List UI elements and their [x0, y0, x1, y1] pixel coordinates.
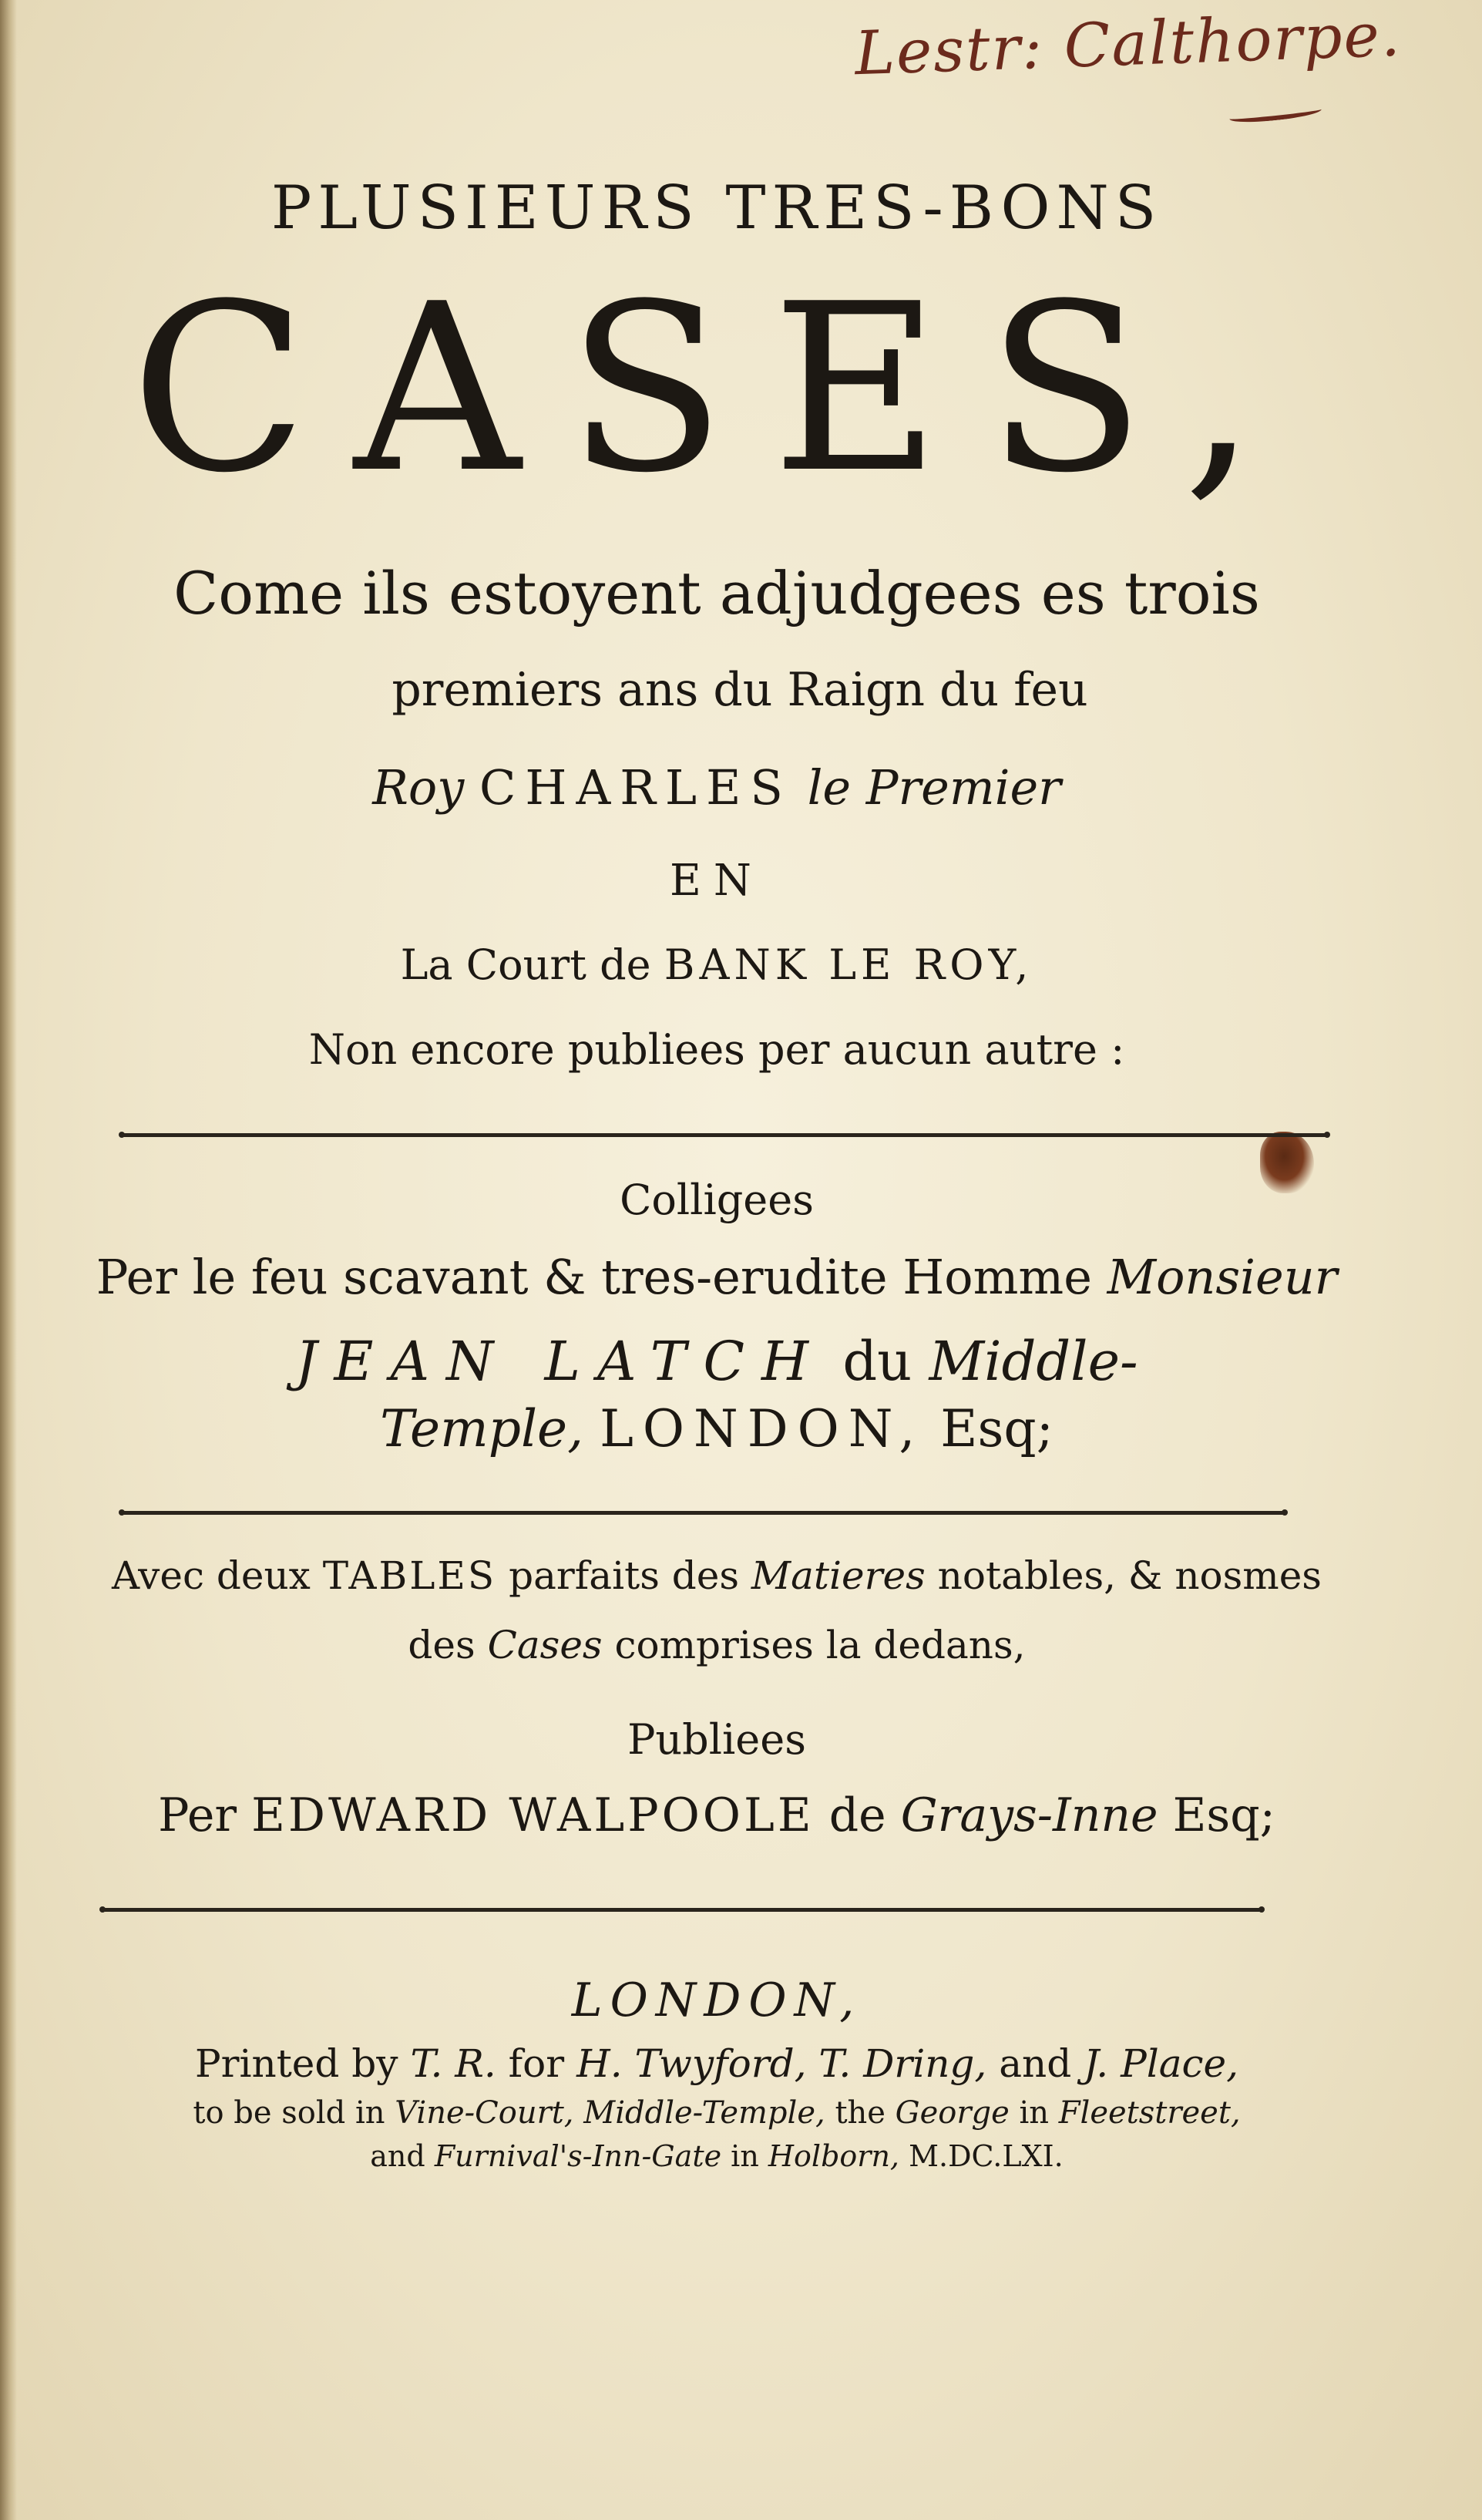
court-prefix: La Court de — [400, 940, 651, 989]
collector-line-1 — [92, 1249, 1341, 1305]
imprint-3d: Holborn, — [768, 2139, 899, 2173]
subtitle-line-2: premiers ans du Raign du feu — [392, 663, 1088, 717]
publisher-esq: Esq; — [1172, 1788, 1275, 1842]
title-line-1: PLUSIEURS TRES-BONS — [271, 173, 1163, 243]
imprint-2e: in — [1019, 2095, 1050, 2131]
publisher-inn: Grays-Inne — [900, 1788, 1158, 1842]
divider-2 — [123, 1511, 1283, 1515]
collector-esq: Esq; — [940, 1399, 1054, 1459]
imprint-2c: the — [835, 2095, 886, 2131]
collector-du: du — [842, 1330, 912, 1393]
subtitle-line-1: Come ils estoyent adjudgees es trois — [173, 559, 1260, 627]
king-name: CHARLES — [479, 759, 792, 816]
tables-2b: Cases — [487, 1623, 603, 1667]
en-line: EN — [670, 856, 764, 906]
court-line — [92, 940, 1341, 989]
court-name: BANK LE ROY, — [664, 940, 1033, 989]
imprint-line-1 — [92, 2041, 1341, 2086]
imprint-2a: to be sold in — [193, 2095, 385, 2131]
published-label: Publiees — [627, 1715, 806, 1764]
publisher-per: Per — [158, 1788, 237, 1842]
imprint-3c: in — [731, 2139, 759, 2173]
tables-line-1 — [92, 1553, 1341, 1598]
collector-title: Monsieur — [1107, 1249, 1338, 1305]
imprint-line-3 — [92, 2139, 1341, 2173]
collector-name: JEAN LATCH — [295, 1330, 826, 1393]
imprint-1f: and — [999, 2041, 1072, 2086]
imprint-3b: Furnival's-Inn-Gate — [434, 2139, 722, 2173]
imprint-1b: T. R. — [410, 2041, 496, 2086]
tables-a: Avec deux — [112, 1553, 311, 1598]
imprint-2f: Fleetstreet, — [1058, 2095, 1241, 2131]
imprint-line-2 — [92, 2095, 1341, 2131]
imprint-1g: J. Place, — [1084, 2041, 1239, 2086]
imprint-city — [92, 1973, 1341, 2027]
collector-line-2 — [92, 1330, 1341, 1393]
imprint-1e: T. Dring, — [818, 2041, 987, 2086]
publisher-de: de — [828, 1788, 886, 1842]
tables-c: parfaits des — [509, 1553, 740, 1598]
colligees-line: Colligees — [620, 1176, 814, 1224]
collector-middle: Middle- — [929, 1330, 1138, 1393]
unpublished-line: Non encore publiees per aucun autre : — [308, 1025, 1125, 1074]
collector-line-3 — [92, 1399, 1341, 1459]
imprint-3e: M.DC.LXI. — [909, 2139, 1064, 2173]
divider-3 — [104, 1908, 1260, 1912]
tables-b: TABLES — [322, 1553, 497, 1598]
imprint-1d: H. Twyford, — [576, 2041, 807, 2086]
tables-line-2 — [92, 1623, 1341, 1667]
tables-e: notables, & nosmes — [937, 1553, 1322, 1598]
imprint-1c: for — [508, 2041, 565, 2086]
collector-london: LONDON, — [600, 1399, 925, 1459]
king-line — [92, 759, 1341, 816]
publisher-line — [92, 1788, 1341, 1842]
publisher-name: EDWARD WALPOOLE — [251, 1788, 815, 1842]
divider-1 — [123, 1133, 1326, 1137]
handwritten-signature: Lestr: Calthorpe. — [853, 0, 1403, 89]
collector-temple: Temple, — [380, 1399, 584, 1459]
main-title: CASES, — [130, 254, 1303, 523]
tables-2a: des — [408, 1623, 476, 1667]
imprint-2d: George — [895, 2095, 1010, 2131]
tables-2c: comprises la dedans, — [614, 1623, 1026, 1667]
imprint-3a: and — [370, 2139, 425, 2173]
imprint-city-text: LONDON, — [571, 1973, 862, 2027]
collector-desc: Per le feu scavant & tres-erudite Homme — [96, 1249, 1092, 1305]
imprint-1a: Printed by — [194, 2041, 398, 2086]
tables-d: Matieres — [751, 1553, 926, 1598]
imprint-2b: Vine-Court, Middle-Temple, — [395, 2095, 825, 2131]
king-premier: le Premier — [807, 759, 1061, 816]
king-roy: Roy — [372, 759, 465, 816]
page-edge — [0, 0, 17, 2520]
